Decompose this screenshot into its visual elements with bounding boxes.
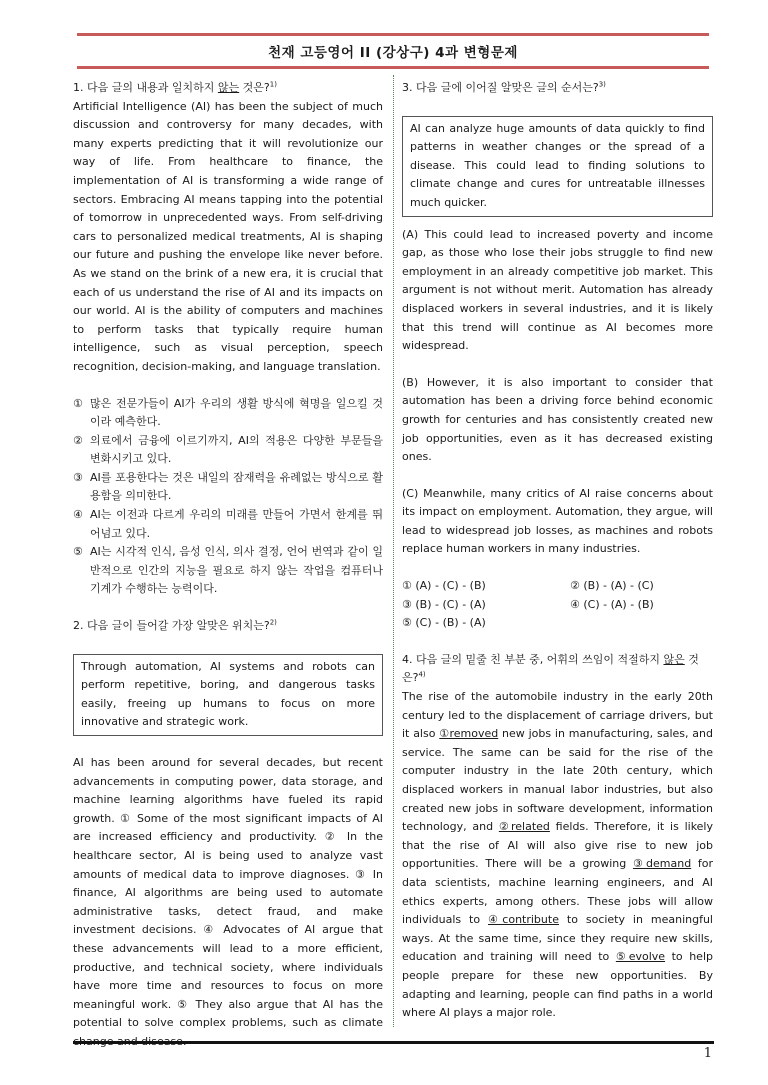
- option-text: 많은 전문가들이 AI가 우리의 생활 방식에 혁명을 일으킬 것이라 예측한다.: [90, 396, 383, 429]
- passage-text: new jobs in manufacturing, sales, and service. The same can be said for the rise of the computer industry in the late 20th century, which displaced workers in manual labor industries, but also created new jobs in software development, information technology, and: [402, 727, 714, 834]
- passage-text: for data scientists, machine learning engineers, and AI ethics experts, among others. These jobs will allow individuals to: [402, 857, 713, 927]
- passage-text: fields. Therefore, it is likely that the rise of AI will also give rise to new job opportunities. There will be a growing: [402, 820, 714, 871]
- paragraph-c: (C) Meanwhile, many critics of AI raise concerns about its impact on employment. Automation, they argue, will lead to widespread job losses, as machines and robots replace human workers in many industries.: [402, 486, 713, 556]
- option-number: ①: [73, 396, 83, 410]
- question-2-insert-box: Through automation, AI systems and robots can perform repetitive, boring, and dangerous tasks easily, freeing up humans to focus on more innovative and strategic work.: [73, 654, 383, 736]
- page-number: 1: [703, 1046, 712, 1061]
- header-bottom-rule: [77, 66, 709, 69]
- question-2-label: 2. 다음 글이 들어갈 가장 알맞은 위치는?: [73, 619, 270, 633]
- paragraph-a: (A) This could lead to increased poverty and income gap, as those who lose their jobs struggle to find new employment in an already competitive job market. This argument is not without merit. Automation has already displaced workers in several industries, and it is likely that this trend will continue as AI becomes more widespread.: [402, 227, 713, 353]
- question-4-label-end: 것은?: [402, 652, 699, 685]
- option-text: 의료에서 금융에 이르기까지, AI의 적용은 다양한 부문들을 변화시키고 있다.: [90, 433, 383, 466]
- question-3-prompt: [402, 79, 713, 98]
- option-1[interactable]: [73, 395, 383, 432]
- question-1-prompt: [73, 79, 383, 98]
- underlined-word-4: ④contribute: [488, 913, 559, 927]
- passage-text: The rise of the automobile industry in the early 20th century led to the displacement of carriage drivers, but it also: [402, 690, 713, 741]
- question-4-passage: [402, 688, 713, 1023]
- underlined-word-5: ⑤evolve: [615, 950, 666, 964]
- question-3-footnote: 3): [598, 80, 606, 89]
- question-1-label: 1. 다음 글의 내용과 일치하지: [73, 81, 218, 94]
- option-4[interactable]: [73, 506, 383, 543]
- option-text: AI를 포용한다는 것은 내일의 잠재력을 유례없는 방식으로 활용함을 의미한다.: [90, 470, 383, 503]
- question-4-label: 4. 다음 글의 밑줄 친 부분 중, 어휘의 쓰임이 적절하지: [402, 652, 664, 666]
- option-number: ③: [73, 470, 83, 484]
- right-column: [402, 79, 713, 1023]
- choice-4[interactable]: ④ (C) - (A) - (B): [570, 597, 654, 611]
- question-2-footnote: 2): [269, 618, 277, 627]
- underlined-word-2: ②related: [498, 820, 550, 834]
- footer-rule: [73, 1041, 714, 1044]
- question-4-prompt: [402, 651, 713, 688]
- option-3[interactable]: [73, 469, 383, 506]
- question-1-footnote: 1): [269, 80, 277, 89]
- option-number: ④: [73, 508, 83, 522]
- question-1-passage: Artificial Intelligence (AI) has been the subject of much discussion and controversy for many decades, with many experts predicting that it will revolutionize our way of life. From healthcare to finance, the implementation of AI is transforming a wide range of sectors. Embracing AI means tapping into the potential of tomorrow in unprecedented ways. From self-driving cars to personalized medical treatments, AI is shaping our future and pushing the envelope like never before. As we stand on the brink of a new era, it is crucial that each of us understand the rise of AI and its impacts on our world. AI is the ability of computers and machines to perform tasks that typically require human intelligence, such as visual perception, speech recognition, decision-making, and language translation.: [73, 99, 383, 373]
- question-3-label: 3. 다음 글에 이어질 알맞은 글의 순서는?: [402, 81, 599, 94]
- option-text: AI는 시각적 인식, 음성 인식, 의사 결정, 언어 번역과 같이 일반적으로 인간의 지능을 필요로 하지 않는 작업을 컴퓨터나 기계가 수행하는 능력이다.: [90, 545, 383, 596]
- question-3-given-box: AI can analyze huge amounts of data quickly to find patterns in weather changes or the spread of a disease. This could lead to finding solutions to climate change and cures for untreatable illnesses much quicker.: [402, 116, 713, 217]
- underlined-word-3: ③demand: [632, 857, 692, 871]
- passage-text: to society in meaningful ways. At the same time, since they require new skills, education and training will need to: [402, 913, 713, 964]
- question-4-underlined: 않은: [663, 652, 685, 666]
- option-2[interactable]: [73, 432, 383, 469]
- passage-text: to help people prepare for these new opportunities. By adapting and learning, people can find paths in a world where AI plays a major role.: [402, 950, 713, 1020]
- question-1-underlined: 않는: [217, 81, 240, 94]
- underlined-word-1: ①removed: [439, 727, 499, 741]
- question-2-passage: AI has been around for several decades, but recent advancements in computing power, data storage, and machine learning algorithms have fueled its rapid growth. ① Some of the most significant impacts of AI are increased efficiency and productivity. ② In the healthcare sector, AI is being used to analyze vast amounts of medical data to improve diagnoses. ③ In finance, AI algorithms are being used to automate administrative tasks, detect fraud, and make investment decisions. ④ Advocates of AI argue that these advancements will lead to a more efficient, productive, and technical society, where individuals have more time and resources to focus on more meaningful work. ⑤ They also argue that AI has the potential to solve complex problems, such as climate: [73, 756, 383, 1030]
- question-1-options: [73, 395, 383, 600]
- question-2-prompt: [73, 617, 383, 636]
- option-number: ②: [73, 433, 83, 447]
- paragraph-b: (B) However, it is also important to consider that automation has been a driving force behind economic growth for centuries and has consistently created new job opportunities, even as it has decreased existing ones.: [402, 375, 713, 464]
- choice-1[interactable]: ① (A) - (C) - (B): [402, 579, 486, 593]
- page-title: 천재 고등영어 II (강상구) 4과 변형문제: [268, 45, 518, 61]
- column-divider: [393, 75, 394, 1027]
- choice-2[interactable]: ② (B) - (A) - (C): [570, 579, 654, 593]
- question-3-choices: [402, 577, 713, 633]
- option-text: AI는 이전과 다르게 우리의 미래를 만들어 가면서 한계를 뛰어넘고 있다.: [90, 508, 383, 540]
- question-4-footnote: 4): [418, 670, 426, 679]
- choice-3[interactable]: ③ (B) - (C) - (A): [402, 597, 486, 611]
- choice-5[interactable]: ⑤ (C) - (B) - (A): [402, 616, 486, 630]
- header-top-rule: [77, 33, 709, 36]
- option-5[interactable]: [73, 543, 383, 599]
- option-number: ⑤: [73, 545, 83, 559]
- question-1-label-end: 것은?: [239, 81, 270, 94]
- left-column: [73, 79, 383, 1052]
